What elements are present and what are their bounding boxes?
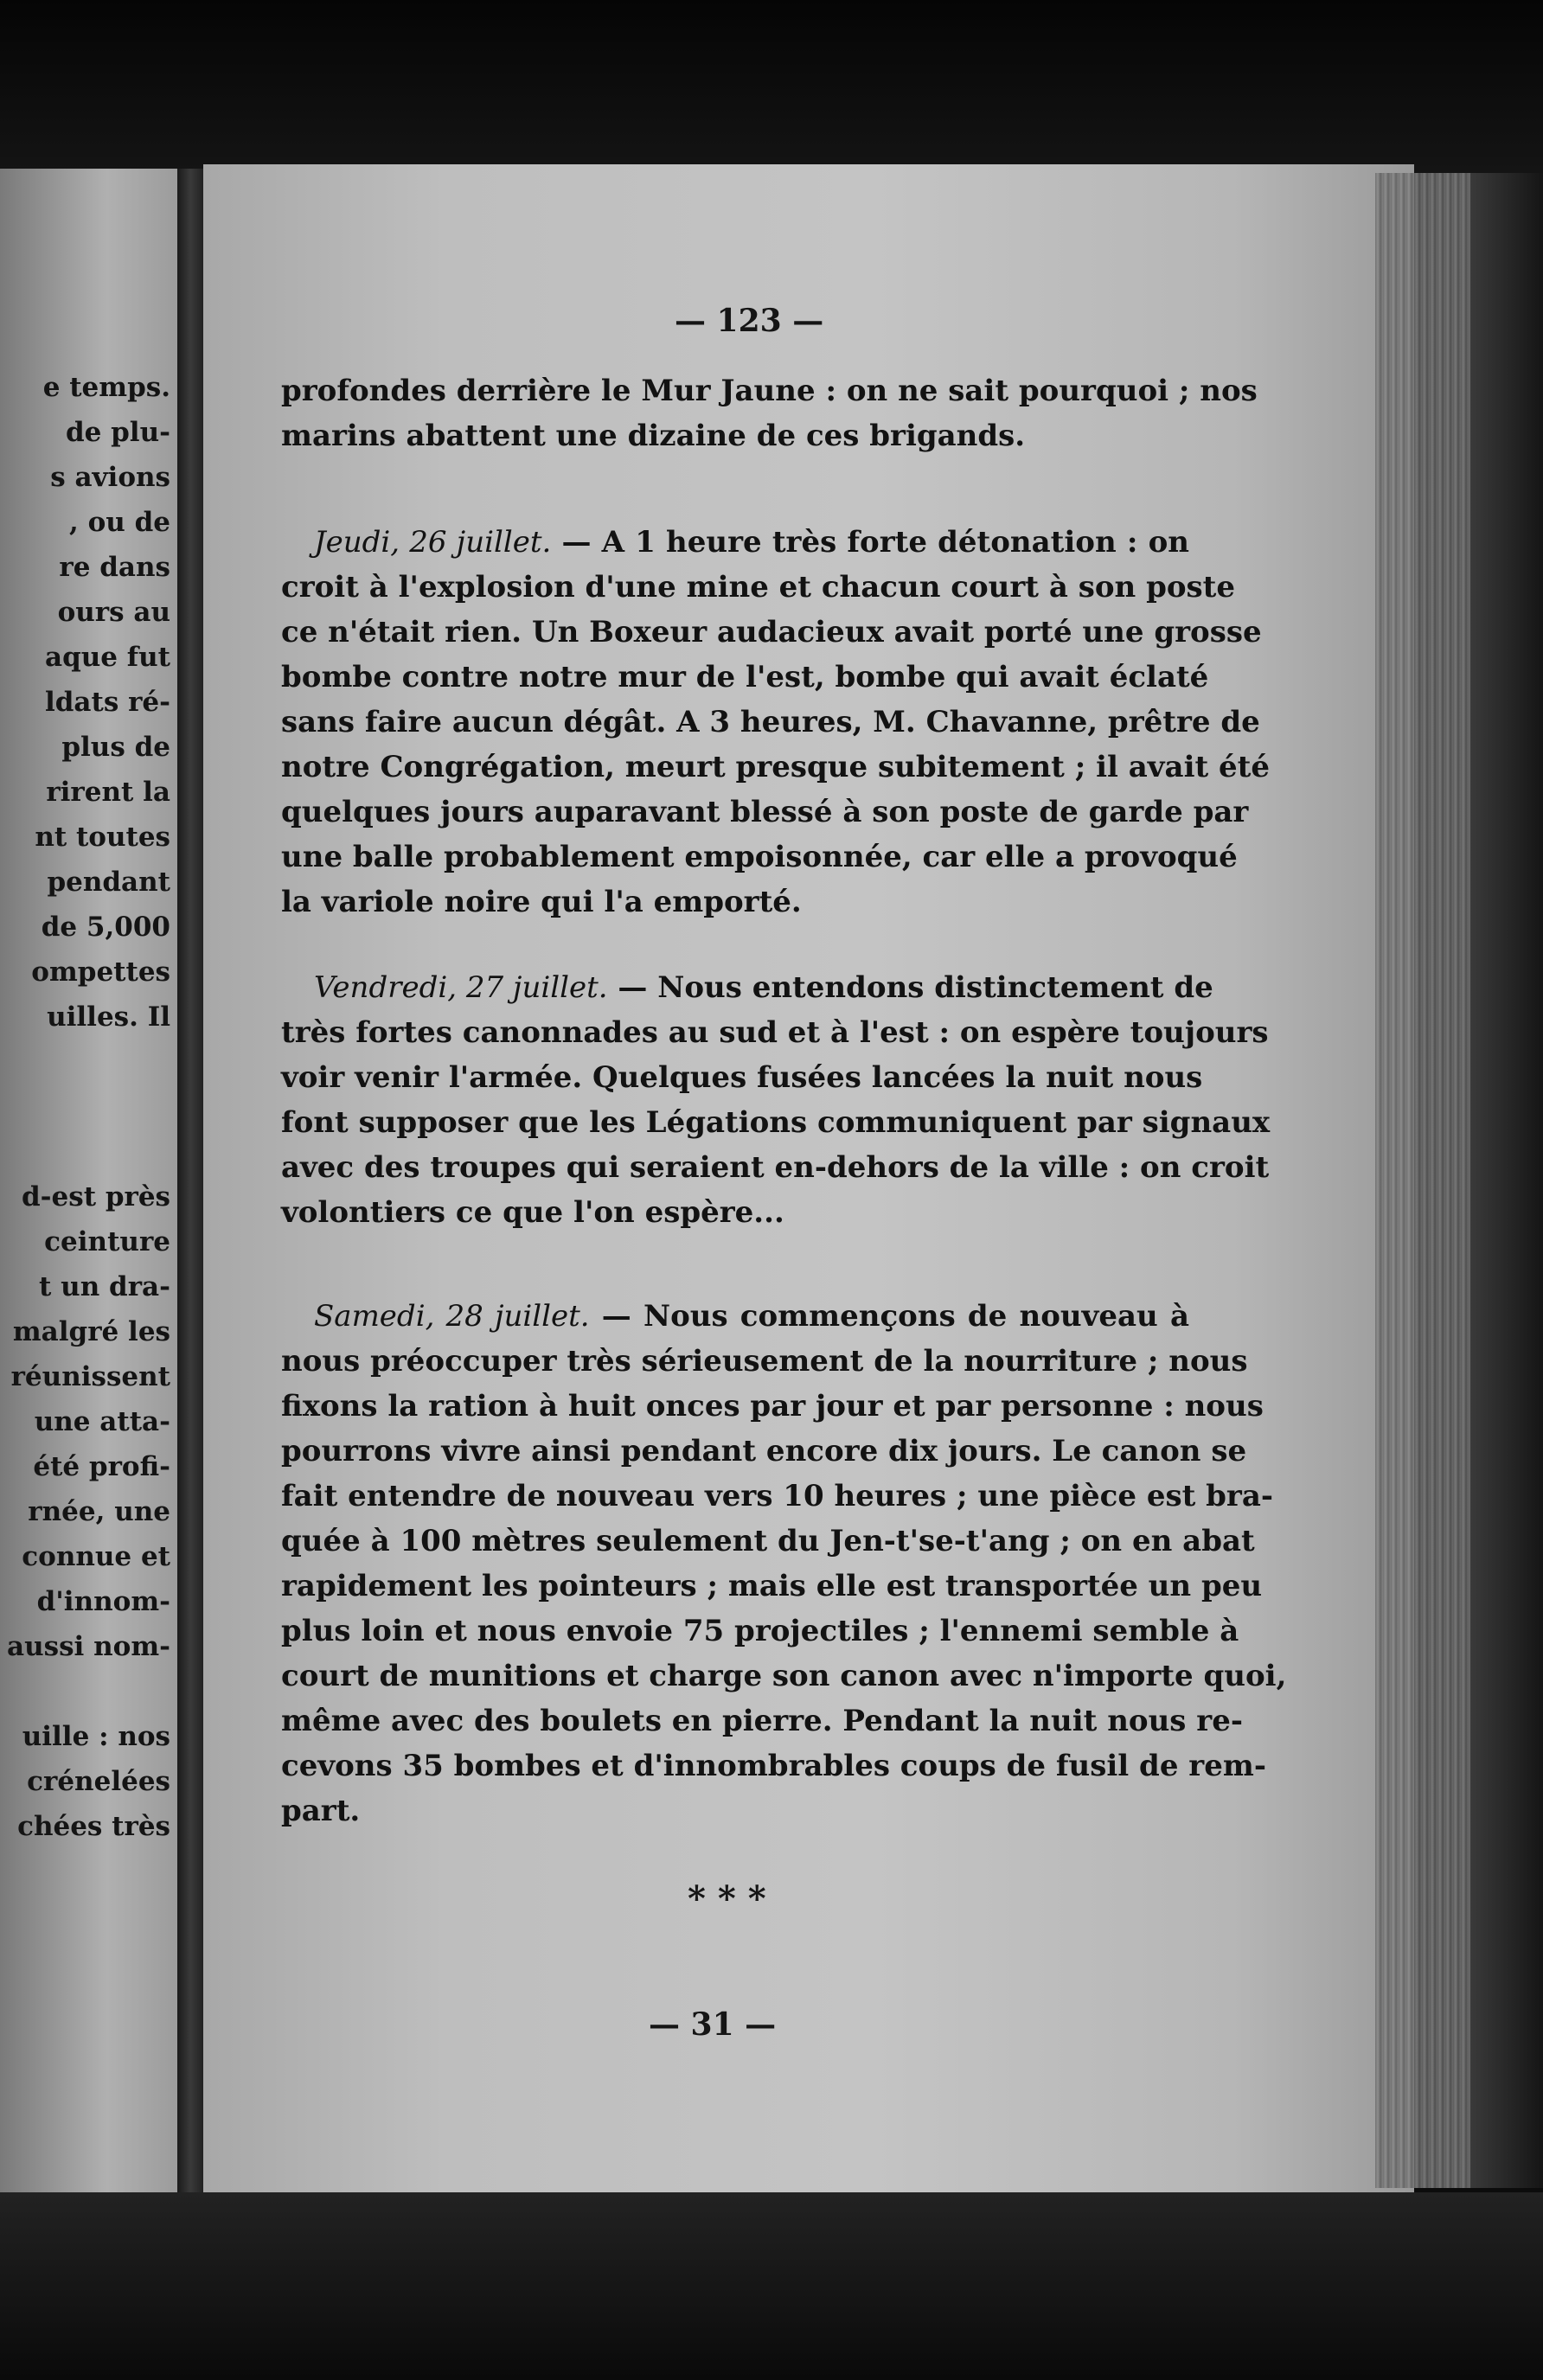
text-line: pourrons vivre ainsi pendant encore dix jours. Le canon se	[281, 1434, 1247, 1468]
left-page-line: connue et	[22, 1541, 170, 1572]
left-page-line: été profi-	[33, 1451, 170, 1482]
text-line: quée à 100 mètres seulement du Jen-t'se-t'ang ; on en abat	[281, 1524, 1255, 1558]
left-page-line: rnée, une	[28, 1496, 170, 1527]
left-page-line: de 5,000	[41, 912, 170, 943]
text-line: ce n'était rien. Un Boxeur audacieux avait porté une grosse	[281, 615, 1262, 649]
left-page-line: ldats ré-	[44, 687, 170, 718]
left-page-line: malgré les	[12, 1316, 170, 1347]
left-page-line: ompettes	[31, 956, 170, 988]
section-separator: * * *	[688, 1878, 766, 1919]
text-line: notre Congrégation, meurt presque subitement ; il avait été	[281, 750, 1271, 784]
left-page-line: re dans	[59, 552, 170, 583]
text-line: même avec des boulets en pierre. Pendant la nuit nous re-	[281, 1704, 1243, 1738]
text-line: voir venir l'armée. Quelques fusées lancées la nuit nous	[281, 1060, 1203, 1095]
text-line-content: — Nous commençons de nouveau à	[589, 1299, 1189, 1334]
text-line: rapidement les pointeurs ; mais elle est transportée un peu	[281, 1569, 1263, 1603]
text-line: la variole noire qui l'a emporté.	[281, 885, 802, 919]
left-page	[0, 169, 177, 2192]
left-page-line: t un dra-	[39, 1271, 170, 1302]
left-page-line: pendant	[47, 867, 170, 898]
text-line: avec des troupes qui seraient en-dehors de la ville : on croit	[281, 1150, 1270, 1185]
text-line: quelques jours auparavant blessé à son poste de garde par	[281, 795, 1249, 829]
left-page-line: ceinture	[44, 1226, 170, 1257]
left-page-line: s avions	[50, 462, 170, 493]
text-line: cevons 35 bombes et d'innombrables coups de fusil de rem-	[281, 1749, 1266, 1783]
text-line: très fortes canonnades au sud et à l'est : on espère toujours	[281, 1015, 1269, 1050]
left-page-line: crénelées	[27, 1766, 170, 1797]
left-page-line: rirent la	[46, 777, 170, 808]
text-line: bombe contre notre mur de l'est, bombe qui avait éclaté	[281, 660, 1209, 694]
text-line: court de munitions et charge son canon avec n'importe quoi,	[281, 1659, 1287, 1693]
text-line-content: — Nous entendons distinctement de	[607, 970, 1213, 1005]
text-line	[314, 1297, 1189, 1335]
page-header-number: — 123 —	[675, 303, 824, 339]
left-page-line: chées très	[17, 1811, 170, 1842]
left-page-line: réunissent	[10, 1361, 170, 1392]
left-page-line: plus de	[61, 732, 170, 763]
text-line: volontiers ce que l'on espère...	[281, 1195, 784, 1230]
text-line: fixons la ration à huit onces par jour et par personne : nous	[281, 1389, 1264, 1424]
text-line: croit à l'explosion d'une mine et chacun court à son poste	[281, 570, 1236, 605]
left-page-line: d'innom-	[36, 1586, 170, 1617]
date-heading: Vendredi, 27 juillet.	[314, 970, 608, 1005]
left-page-line: d-est près	[21, 1181, 170, 1212]
left-page-line: e temps.	[42, 372, 170, 403]
text-line	[314, 523, 1189, 561]
text-line: font supposer que les Légations communiquent par signaux	[281, 1105, 1271, 1140]
date-heading: Samedi, 28 juillet.	[314, 1299, 590, 1334]
page-footer-number: — 31 —	[649, 2006, 777, 2043]
text-line: part.	[281, 1794, 361, 1828]
date-heading: Jeudi, 26 juillet.	[314, 525, 552, 560]
left-page-line: aussi nom-	[7, 1631, 170, 1662]
left-page-line: de plu-	[65, 417, 170, 448]
left-page-line: uille : nos	[22, 1721, 170, 1752]
left-page-line: une atta-	[34, 1406, 170, 1437]
text-line: fait entendre de nouveau vers 10 heures ; une pièce est bra-	[281, 1479, 1273, 1513]
left-page-line: nt toutes	[35, 822, 170, 853]
left-page-line: uilles. Il	[47, 1001, 170, 1033]
left-page-line: , ou de	[69, 507, 170, 538]
text-line: profondes derrière le Mur Jaune : on ne sait pourquoi ; nos	[281, 374, 1258, 408]
text-line	[314, 969, 1213, 1007]
scan-background-right	[1470, 173, 1543, 2188]
text-line: sans faire aucun dégât. A 3 heures, M. Chavanne, prêtre de	[281, 705, 1260, 739]
left-page-line: aque fut	[44, 642, 170, 673]
book-gutter	[177, 169, 203, 2192]
text-line: marins abattent une dizaine de ces brigands.	[281, 419, 1026, 453]
text-line: nous préoccuper très sérieusement de la nourriture ; nous	[281, 1344, 1248, 1379]
text-line: une balle probablement empoisonnée, car elle a provoqué	[281, 840, 1238, 874]
scan-background-bottom	[0, 2192, 1543, 2380]
text-line: plus loin et nous envoie 75 projectiles ; l'ennemi semble à	[281, 1614, 1239, 1648]
scan-background-top	[0, 0, 1543, 173]
text-line-content: — A 1 heure très forte détonation : on	[551, 525, 1189, 560]
left-page-line: ours au	[57, 597, 170, 628]
